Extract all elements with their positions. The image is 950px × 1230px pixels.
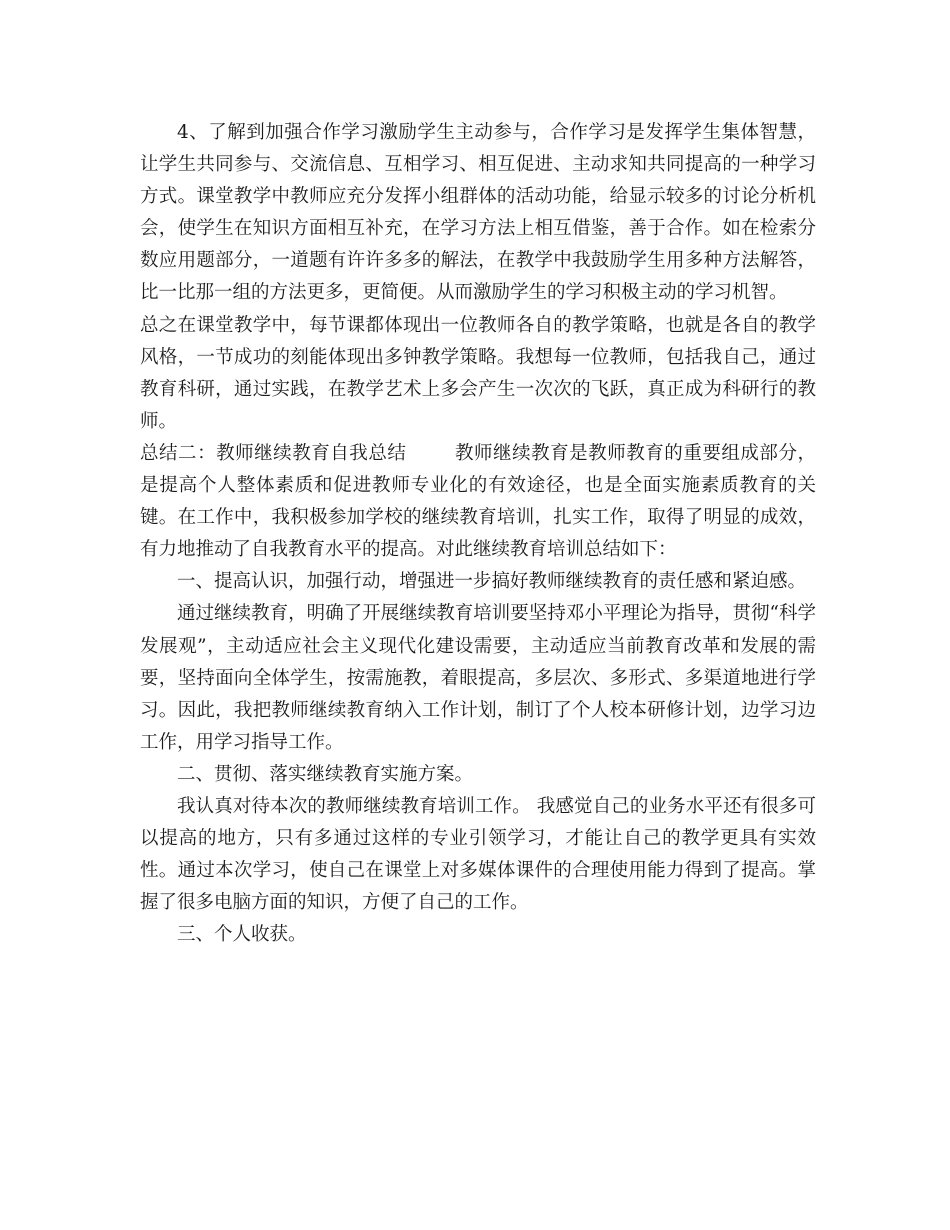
paragraph-continuing-education: 通过继续教育，明确了开展继续教育培训要坚持邓小平理论为指导，贯彻“科学发展观”，主动适应社会主义现代化建设需要，主动适应当前教育改革和发展的需要，坚持面向全体学生，按需施教，着眼提高，多层次、多形式、多渠道地进行学习。因此，我把教师继续教育纳入工作计划，制订了个人校本研修计划，边学习边工作，用学习指导工作。 bbox=[140, 603, 816, 753]
paragraph-summary-two-body: 教师继续教育是教师教育的重要组成部分，是提高个人整体素质和促进教师专业化的有效途径，也是全面实施素质教育的关键。在工作中，我积极参加学校的继续教育培训，扎实工作，取得了明显的成效，有力地推动了自我教育水平的提高。对此继续教育培训总结如下： bbox=[140, 442, 816, 561]
paragraph-cooperative-learning: 4、了解到加强合作学习激励学生主动参与，合作学习是发挥学生集体智慧，让学生共同参与、交流信息、互相学习、相互促进、主动求知共同提高的一种学习方式。课堂教学中教师应充分发挥小组群体的活动功能，给显示较多的讨论分析机会，使学生在知识方面相互补充，在学习方法上相互借鉴，善于合作。如在检索分数应用题部分，一道题有许许多多的解法，在教学中我鼓励学生用多种方法解答，比一比那一组的方法更多，更简便。从而激励学生的学习积极主动的学习机智。 bbox=[140, 122, 816, 304]
paragraph-point-one: 一、提高认识，加强行动，增强进一步搞好教师继续教育的责任感和紧迫感。 bbox=[177, 571, 807, 593]
paragraph-summary-two bbox=[140, 438, 816, 566]
paragraph-point-two: 二、贯彻、落实继续教育实施方案。 bbox=[177, 763, 474, 785]
paragraph-point-three: 三、个人收获。 bbox=[177, 924, 307, 946]
document-page bbox=[140, 117, 816, 951]
paragraph-summary-conclusion: 总之在课堂教学中，每节课都体现出一位教师各自的教学策略，也就是各自的教学风格，一节成功的刻能体现出多钟教学策略。我想每一位教师，包括我自己，通过教育科研，通过实践，在教学艺术上多会产生一次次的飞跃，真正成为科研行的教师。 bbox=[140, 314, 816, 432]
section-heading: 总结二：教师继续教育自我总结 bbox=[140, 442, 407, 464]
paragraph-training-work: 我认真对待本次的教师继续教育培训工作。 我感觉自己的业务水平还有很多可以提高的地方，只有多通过这样的专业引领学习，才能让自己的教学更具有实效性。通过本次学习，使自己在课堂上对多媒体课件的合理使用能力得到了提高。掌握了很多电脑方面的知识，方便了自己的工作。 bbox=[140, 795, 816, 914]
